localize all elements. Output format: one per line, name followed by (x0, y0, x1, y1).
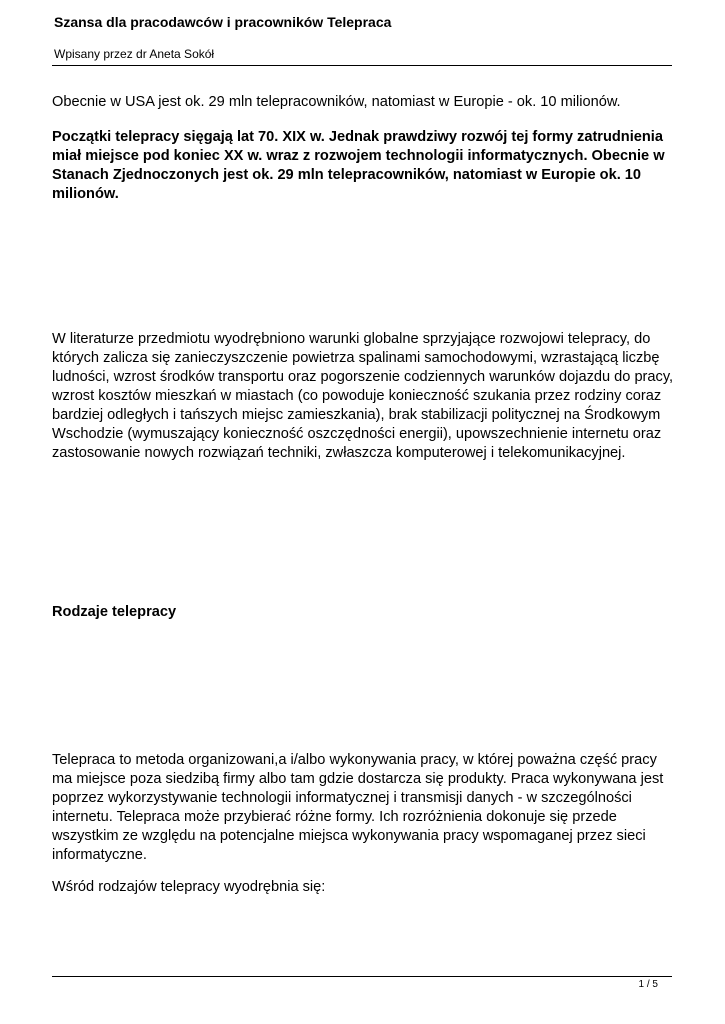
lead-paragraph: Początki telepracy sięgają lat 70. XIX w. Jednak prawdziwy rozwój tej formy zatrudnienia miał miejsce pod koniec XX w. wraz z rozwojem technologii informatycznych. Obecnie w Stanach Zjednoczonych jest ok. 29 mln telepracowników, natomiast w Europie ok. 10 milionów. (52, 129, 665, 202)
conditions-paragraph: W literaturze przedmiotu wyodrębniono warunki globalne sprzyjające rozwojowi telepracy, do których zalicza się zanieczyszczenie powietrza spalinami samochodowymi, wzrastającą liczbę ludności, wzrost środków transportu oraz pogorszenie codziennych warunków dojazdu do pracy, wzrost kosztów mieszkań w miastach (co powoduje konieczność szukania przez rodziny coraz bardziej odległych i tańszych miejsc zamieszkania), brak stabilizacji politycznej na Środkowym Wschodzie (wymuszający konieczność oszczędności energii), upowszechnienie internetu oraz zastosowanie nowych rozwiązań techniki, zwłaszcza komputerowej i telekomunikacyjnej. (52, 331, 674, 461)
header-divider (52, 65, 672, 66)
page-header-title: Szansa dla pracodawców i pracowników Telepraca (54, 14, 392, 30)
page-header-author: Wpisany przez dr Aneta Sokół (54, 47, 215, 61)
page-number: 1 / 5 (638, 979, 658, 990)
footer-divider (52, 976, 672, 977)
intro-paragraph: Obecnie w USA jest ok. 29 mln telepracowników, natomiast w Europie - ok. 10 milionów. (52, 94, 621, 110)
definition-paragraph: Telepraca to metoda organizowani,a i/albo wykonywania pracy, w której poważna część pracy ma miejsce poza siedzibą firmy albo tam gdzie dostarcza się produkty. Praca wykonywana jest poprzez wykorzystywanie technologii informatycznej i transmisji danych - w szczególności internetu. Telepraca może przybierać różne formy. Ich rozróżnienia dokonuje się przede wszystkim ze względu na potencjalne miejsca wykonywania pracy wspomaganej przez sieci informatyczne. (52, 752, 664, 863)
types-intro-paragraph: Wśród rodzajów telepracy wyodrębnia się: (52, 879, 326, 895)
section-heading-rodzaje: Rodzaje telepracy (52, 604, 177, 620)
